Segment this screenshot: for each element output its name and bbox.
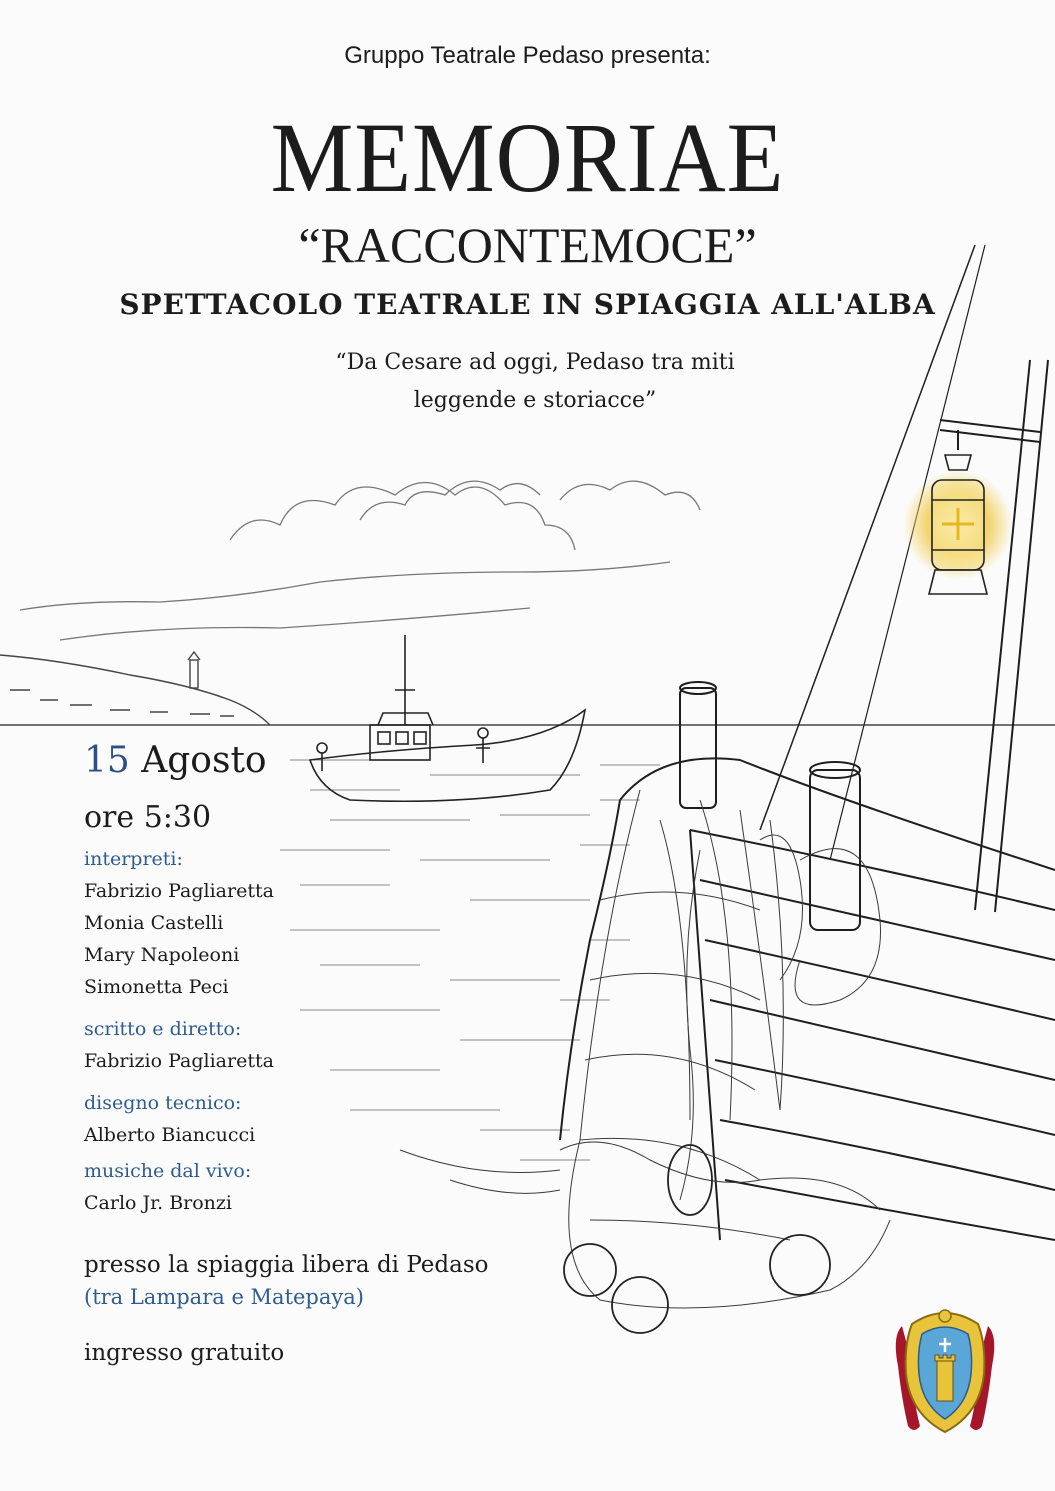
- credit-name: Simonetta Peci: [84, 976, 229, 998]
- sea: [280, 760, 660, 1160]
- headland: [0, 652, 1055, 725]
- show-subtitle: “RACCONTEMOCE”: [298, 217, 757, 273]
- admission: ingresso gratuito: [84, 1340, 285, 1366]
- credit-name: Monia Castelli: [84, 912, 224, 934]
- town-coat-of-arms-icon: [892, 1306, 998, 1436]
- credit-label-interpreti: interpreti:: [84, 848, 183, 870]
- credit-name: Mary Napoleoni: [84, 944, 240, 966]
- credit-name: Carlo Jr. Bronzi: [84, 1192, 233, 1214]
- quote-line-1: “Da Cesare ad oggi, Pedaso tra miti: [335, 350, 735, 375]
- show-tagline: SPETTACOLO TEATRALE IN SPIAGGIA ALL'ALBA: [119, 288, 936, 321]
- event-date: [84, 740, 267, 781]
- quote: [0, 344, 1055, 420]
- beached-boat: [560, 682, 1055, 1240]
- event-time: ore 5:30: [84, 800, 212, 835]
- credit-name: Alberto Biancucci: [84, 1124, 256, 1146]
- date-day: 15: [84, 740, 130, 781]
- date-month: Agosto: [141, 740, 267, 781]
- fishing-net: [400, 790, 890, 1308]
- credit-name: Fabrizio Pagliaretta: [84, 1050, 274, 1072]
- clouds: [20, 481, 700, 640]
- net-floats: [564, 1145, 830, 1333]
- venue: presso la spiaggia libera di Pedaso: [84, 1252, 489, 1278]
- show-title: MEMORIAE: [270, 102, 785, 213]
- credit-name: Fabrizio Pagliaretta: [84, 880, 274, 902]
- presenter-line: Gruppo Teatrale Pedaso presenta:: [344, 42, 711, 69]
- venue-detail: (tra Lampara e Matepaya): [84, 1285, 364, 1309]
- lantern: [903, 455, 1013, 594]
- credit-label-scritto: scritto e diretto:: [84, 1018, 242, 1040]
- credit-label-musiche: musiche dal vivo:: [84, 1160, 252, 1182]
- credit-label-disegno: disegno tecnico:: [84, 1092, 242, 1114]
- fishing-boat: [310, 635, 585, 801]
- quote-line-2: leggende e storiacce”: [413, 388, 657, 413]
